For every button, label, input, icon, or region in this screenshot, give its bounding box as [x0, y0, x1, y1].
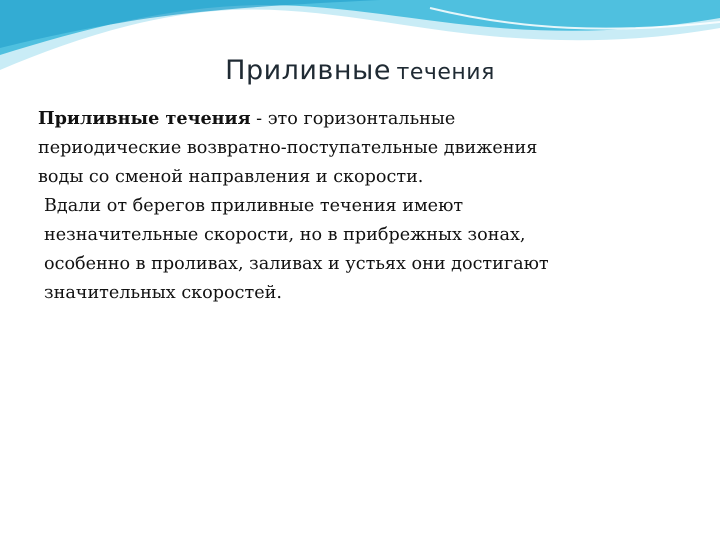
term-bold: Приливные течения — [38, 108, 251, 129]
slide-body — [38, 104, 678, 308]
paragraph-speeds — [38, 192, 678, 308]
paragraph-line: периодические возвратно-поступательные движения — [38, 138, 538, 158]
title-word-1: Приливные — [225, 55, 391, 86]
paragraph-line: значительных скоростей. — [44, 283, 282, 303]
slide-title — [0, 55, 720, 86]
paragraph-definition — [38, 104, 678, 192]
definition-start: - это горизонтальные — [250, 109, 456, 129]
paragraph-line: Вдали от берегов приливные течения имеют — [44, 196, 464, 216]
paragraph-line — [38, 104, 678, 134]
paragraph-line: незначительные скорости, но в прибрежных зонах, — [44, 225, 526, 245]
paragraph-line: воды со сменой направления и скорости. — [38, 167, 424, 187]
paragraph-line: особенно в проливах, заливах и устьях они достигают — [44, 254, 549, 274]
title-word-2: течения — [396, 60, 495, 85]
